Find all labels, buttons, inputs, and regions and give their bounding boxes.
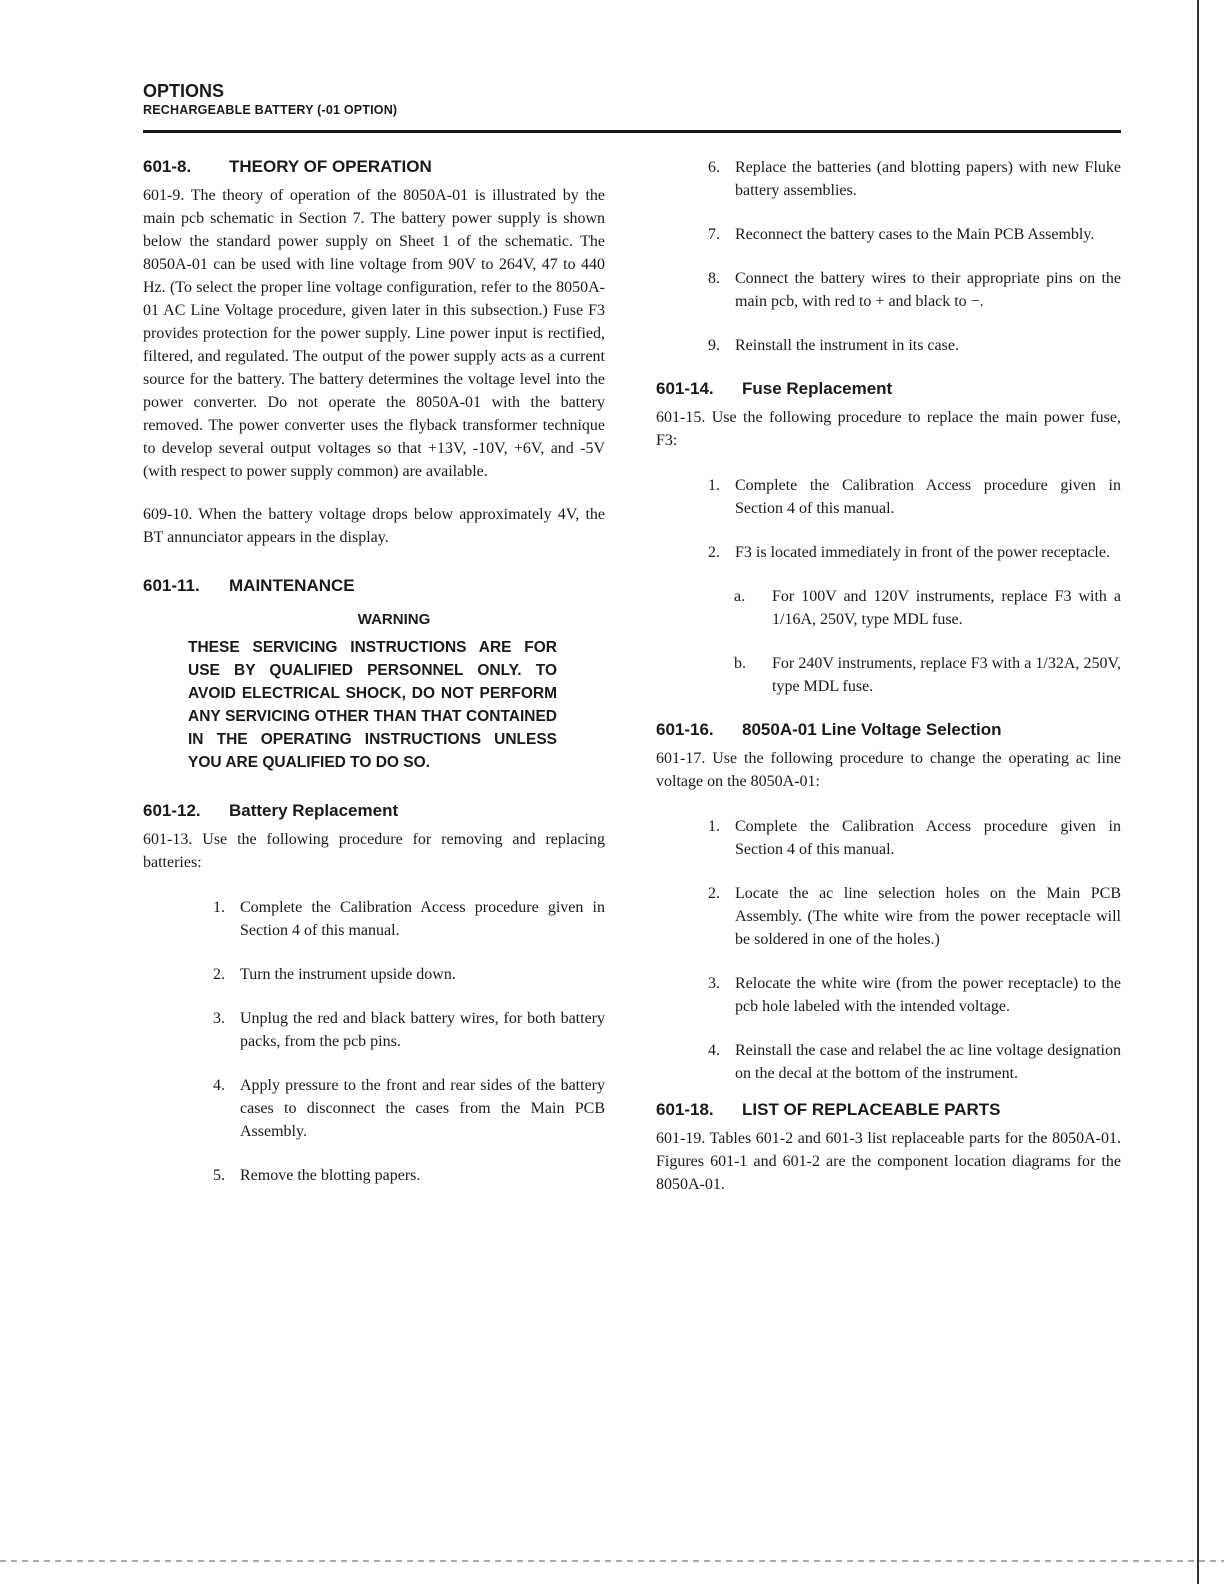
para-601-17: 601-17. Use the following procedure to change the operating ac line voltage on the 8050A-01: (656, 750, 1121, 790)
header-rule (143, 130, 1121, 133)
heading-battery-replacement: 601-12. Battery Replacement (143, 801, 399, 820)
heading-maintenance: 601-11. MAINTENANCE (143, 576, 355, 595)
para-601-19: 601-19. Tables 601-2 and 601-3 list replaceable parts for the 8050A-01. Figures 601-1 and 601-2 are the component location diagrams for the 8050A-01. (656, 1130, 1121, 1193)
heading-line-voltage: 601-16. 8050A-01 Line Voltage Selection (656, 720, 1002, 739)
para-601-15: 601-15. Use the following procedure to replace the main power fuse, F3: (656, 409, 1121, 449)
para-601-9: 601-9. The theory of operation of the 8050A-01 is illustrated by the main pcb schematic in Section 7. The battery power supply is shown below the standard power supply on Sheet 1 of the schematic. The 8050A-01 can be used with line voltage from 90V to 264V, 47 to 440 Hz. (To select the proper line voltage configuration, refer to the 8050A-01 AC Line Voltage procedure, given later in this subsection.) Fuse F3 provides protection for the power supply. Line power input is rectified, filtered, and regulated. The output of the power supply acts as a current source for the battery. The battery determines the voltage level into the power converter. Do not operate the 8050A-01 with the battery removed. The power converter uses the flyback transformer technique to develop several output voltages so that +13V, -10V, +6V, and -5V (with respect to power supply common) are available. (143, 187, 605, 480)
header-title: OPTIONS (143, 81, 225, 101)
list-item: 1. Complete the Calibration Access procedure given in Section 4 of this manual. (708, 477, 1121, 517)
heading-replaceable-parts: 601-18. LIST OF REPLACEABLE PARTS (656, 1100, 1001, 1119)
list-item: 2. F3 is located immediately in front of the power receptacle. (708, 544, 1110, 561)
list-item: 3. Unplug the red and black battery wires, for both battery packs, from the pcb pins. (213, 1010, 605, 1050)
list-item: 9. Reinstall the instrument in its case. (708, 337, 959, 354)
list-subitem: b. For 240V instruments, replace F3 with a 1/32A, 250V, type MDL fuse. (734, 655, 1121, 695)
list-item: 2. Locate the ac line selection holes on the Main PCB Assembly. (The white wire from the power receptacle will be soldered in one of the holes.) (708, 885, 1121, 948)
list-item: 7. Reconnect the battery cases to the Main PCB Assembly. (708, 226, 1095, 243)
running-header (143, 80, 397, 118)
list-item: 2. Turn the instrument upside down. (213, 966, 456, 983)
heading-fuse-replacement: 601-14. Fuse Replacement (656, 379, 893, 398)
scan-bottom-edge (0, 1560, 1224, 1562)
list-item: 4. Apply pressure to the front and rear sides of the battery cases to disconnect the cases from the Main PCB Assembly. (213, 1077, 605, 1140)
header-subtitle: RECHARGEABLE BATTERY (-01 OPTION) (143, 103, 398, 117)
list-item: 8. Connect the battery wires to their appropriate pins on the main pcb, with red to + and black to −. (708, 270, 1121, 310)
list-item: 4. Reinstall the case and relabel the ac line voltage designation on the decal at the bottom of the instrument. (708, 1042, 1121, 1082)
list-item: 5. Remove the blotting papers. (213, 1167, 421, 1184)
page-edge-line (1197, 0, 1199, 1584)
list-item: 6. Replace the batteries (and blotting papers) with new Fluke battery assemblies. (708, 159, 1121, 199)
list-item: 1. Complete the Calibration Access procedure given in Section 4 of this manual. (708, 818, 1121, 858)
left-column (143, 156, 605, 1208)
para-609-10: 609-10. When the battery voltage drops below approximately 4V, the BT annunciator appears in the display. (143, 506, 605, 546)
para-601-13: 601-13. Use the following procedure for removing and replacing batteries: (143, 831, 605, 871)
right-column (656, 156, 1121, 1196)
warning-text: THESE SERVICING INSTRUCTIONS ARE FOR USE BY QUALIFIED PERSONNEL ONLY. TO AVOID ELECTRICAL SHOCK, DO NOT PERFORM ANY SERVICING OTHER THAN THAT CONTAINED IN THE OPERATING INSTRUCTIONS UNLESS YOU ARE QUALIFIED TO DO SO. (188, 639, 557, 771)
warning-title: WARNING (357, 611, 431, 628)
list-item: 1. Complete the Calibration Access procedure given in Section 4 of this manual. (213, 899, 605, 939)
list-item: 3. Relocate the white wire (from the power receptacle) to the pcb hole labeled with the intended voltage. (708, 975, 1121, 1015)
heading-theory: 601-8. THEORY OF OPERATION (143, 157, 432, 176)
list-subitem: a. For 100V and 120V instruments, replace F3 with a 1/16A, 250V, type MDL fuse. (734, 588, 1121, 628)
